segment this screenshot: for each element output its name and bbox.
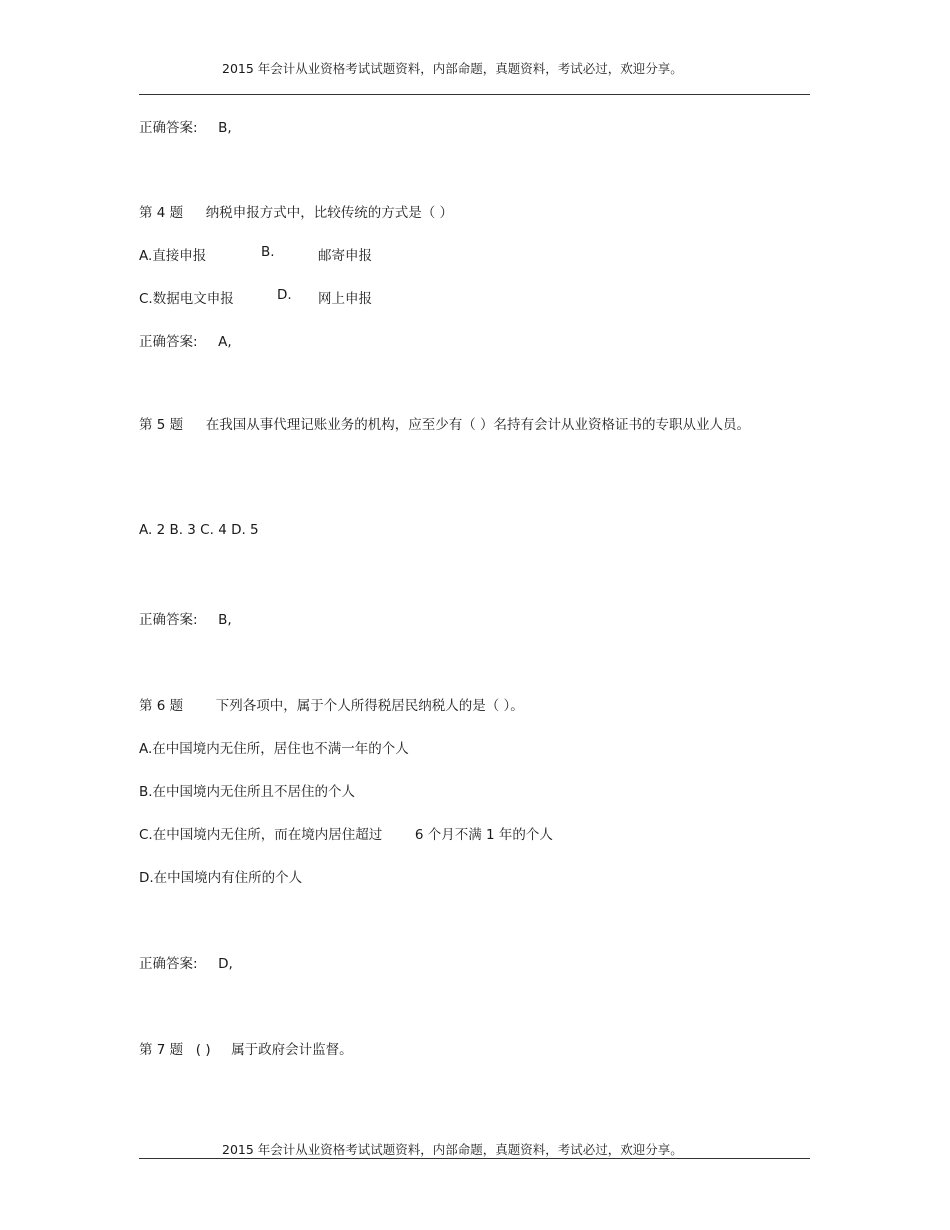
q4-option-b-text: 邮寄申报 <box>318 248 372 264</box>
question-stem: 下列各项中，属于个人所得税居民纳税人的是（ ）。 <box>215 698 524 714</box>
answer-label: 正确答案: <box>139 120 198 136</box>
answer-q5 <box>139 608 232 628</box>
answer-value: A, <box>218 334 232 350</box>
question-paren: ( ) <box>195 1042 211 1058</box>
answer-label: 正确答案: <box>139 956 198 972</box>
q6-option-a: A.在中国境内无住所，居住也不满一年的个人 <box>139 741 409 757</box>
answer-label: 正确答案: <box>139 334 198 350</box>
q6-option-c-part2: 6 个月不满 1 年的个人 <box>414 827 553 843</box>
page-footer: 2015 年会计从业资格考试试题资料，内部命题，真题资料，考试必过，欢迎分享。 <box>222 1142 683 1157</box>
answer-value: B, <box>218 612 232 628</box>
question-number: 第 7 题 <box>139 1042 184 1058</box>
q4-option-c: C.数据电文申报 <box>139 291 234 307</box>
answer-label: 正确答案: <box>139 612 198 628</box>
q5-options: A. 2 B. 3 C. 4 D. 5 <box>139 522 259 538</box>
q4-option-d-letter: D. <box>277 287 292 303</box>
q6-option-d: D.在中国境内有住所的个人 <box>139 870 303 886</box>
q4-option-b-letter: B. <box>261 244 275 260</box>
question-5 <box>139 414 789 436</box>
question-number: 第 5 题 <box>139 417 184 433</box>
answer-value: B, <box>218 120 232 136</box>
question-stem: 纳税申报方式中，比较传统的方式是（ ） <box>205 205 454 221</box>
question-number: 第 4 题 <box>139 205 184 221</box>
footer-divider <box>139 1158 810 1159</box>
question-number: 第 6 题 <box>139 698 184 714</box>
question-stem: 在我国从事代理记账业务的机构，应至少有（ ）名持有会计从业资格证书的专职从业人员。 <box>205 417 751 433</box>
q6-option-c-part1: C.在中国境内无住所，而在境内居住超过 <box>139 827 383 843</box>
page-header: 2015 年会计从业资格考试试题资料，内部命题，真题资料，考试必过，欢迎分享。 <box>222 61 683 76</box>
question-4 <box>139 201 453 221</box>
answer-value: D, <box>218 956 233 972</box>
q4-option-d-text: 网上申报 <box>318 291 372 307</box>
question-7 <box>139 1038 353 1058</box>
answer-q6 <box>139 952 233 972</box>
q6-option-b: B.在中国境内无住所且不居住的个人 <box>139 784 356 800</box>
question-stem: 属于政府会计监督。 <box>231 1042 353 1058</box>
q4-option-a: A.直接申报 <box>139 248 207 264</box>
q6-option-c <box>139 823 553 843</box>
answer-q3 <box>139 116 232 136</box>
answer-q4 <box>139 330 232 350</box>
header-divider <box>139 94 810 95</box>
question-6 <box>139 694 524 714</box>
